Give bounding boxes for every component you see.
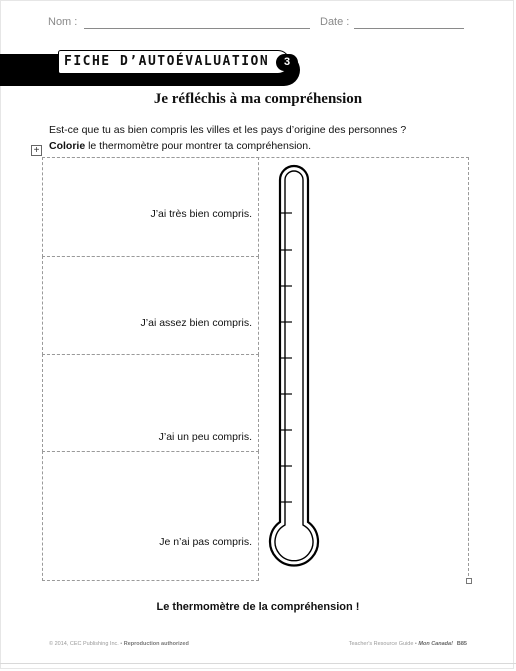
footer-guide-text: Teacher's Resource Guide • — [348, 641, 419, 647]
footer-guide — [349, 641, 467, 647]
level-label: J’ai assez bien compris. — [140, 317, 252, 329]
level-cell-a-little — [42, 354, 259, 452]
thermometer-icon[interactable] — [268, 160, 328, 580]
level-cell-very-well — [42, 157, 259, 257]
banner-number-badge: 3 — [276, 54, 298, 71]
date-line — [354, 28, 464, 29]
page-bottom-divider — [0, 663, 516, 664]
level-label: J’ai un peu compris. — [158, 431, 252, 443]
table-right-border — [468, 157, 469, 581]
name-line — [84, 28, 310, 29]
thermometer-caption: Le thermomètre de la compréhension ! — [156, 601, 360, 613]
instruction-text — [49, 140, 311, 152]
footer-series: Mon Canada! — [418, 641, 453, 647]
instruction-bold: Colorie — [49, 140, 86, 152]
banner-title: FICHE D’AUTOÉVALUATION — [64, 54, 270, 69]
level-cell-fairly-well — [42, 256, 259, 355]
footer-reproduction: Reproduction authorized — [123, 641, 189, 647]
page-number: B85 — [456, 641, 467, 647]
name-label: Nom : — [48, 16, 78, 28]
table-resize-handle[interactable] — [466, 578, 472, 584]
footer-copyright — [49, 641, 189, 647]
table-move-handle-icon[interactable]: + — [31, 145, 42, 156]
level-label: J’ai très bien compris. — [150, 208, 252, 220]
level-cell-not-understood — [42, 451, 259, 581]
page-title: Je réfléchis à ma compréhension — [153, 91, 363, 107]
footer-copyright-text: © 2014, CEC Publishing Inc. • — [49, 641, 124, 647]
self-evaluation-banner — [0, 50, 300, 86]
level-label: Je n’ai pas compris. — [159, 536, 252, 548]
question-text: Est-ce que tu as bien compris les villes et les pays d’origine des personnes ? — [49, 124, 407, 136]
date-label: Date : — [320, 16, 350, 28]
instruction-rest: le thermomètre pour montrer ta compréhension. — [85, 140, 312, 152]
